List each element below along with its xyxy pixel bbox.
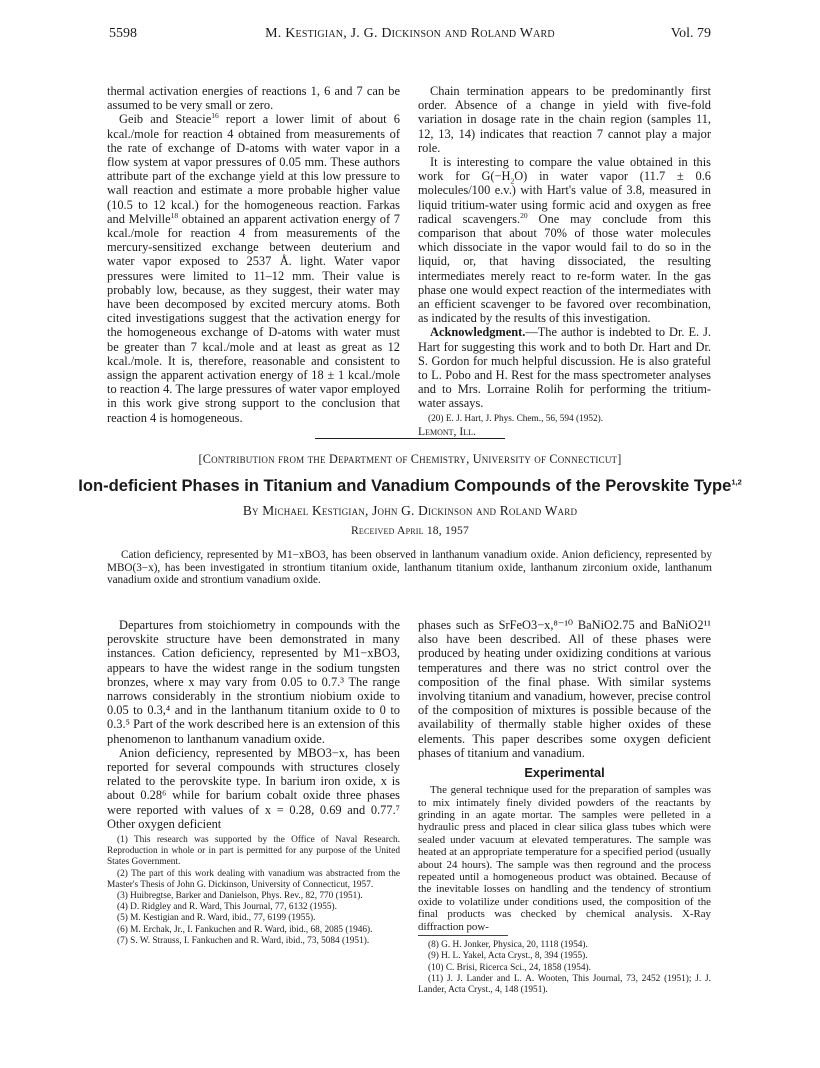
previous-article-right-column	[418, 84, 711, 439]
footnote: (6) M. Erchak, Jr., I. Fankuchen and R. Ward, ibid., 68, 2085 (1946).	[117, 924, 373, 935]
paragraph: phases such as SrFeO3−x,⁸⁻¹⁰ BaNiO2.75 and BaNiO2¹¹ also have been described. All of these phases were produced by heating under oxidizing conditions at various temperatures and there was no strict control over the composition of the final phase. With similar systems involving titanium and vanadium, however, precise control of the composition of mixtures is possible because of the availability of thermally stable higher oxides of these elements. This paper describes some oxygen deficient phases of titanium and vanadium.	[418, 618, 711, 760]
received-date: Received April 18, 1957	[351, 524, 469, 537]
footnote: (3) Huibregtse, Barker and Danielson, Phys. Rev., 82, 770 (1951).	[117, 891, 363, 902]
paragraph: It is interesting to compare the value obtained in this work for $G(-H_2O)$ in water vapor (11.7 ± 0.6 molecules/100 e.v.) with Hart's value of 3.8, measured in liquid tritium-water using formic acid and oxygen as free radical scavengers.$^{20}$ One may conclude from this comparison that about 70% of those water molecules which dissociate in the vapor would fail to do so in the liquid, or, that having dissociated, the resulting intermediates merely react to re-form water. In the gas phase one would expect reaction of the intermediates with an efficient scavenger to be favored over recombination, as indicated by the results of this investigation.	[418, 155, 711, 326]
page-number: 5598	[109, 26, 137, 41]
section-heading: Experimental	[524, 765, 605, 781]
volume-label: Vol. 79	[670, 26, 711, 41]
acknowledgment: Acknowledgment.—The author is indebted to Dr. E. J. Hart for suggesting this work and to both Dr. Hart and Dr. S. Gordon for much helpful discussion. He is also grateful to L. Pobo and H. Rest for the mass spectrometer analyses and to Mrs. Lorraine Rolih for performing the tritium-water assays.	[418, 325, 711, 411]
footnotes-right	[418, 940, 711, 996]
running-head	[109, 26, 711, 44]
article-title: Ion-deficient Phases in Titanium and Vanadium Compounds of the Perovskite Type$^{1,2}$	[78, 476, 742, 495]
previous-article-left-column	[107, 84, 400, 425]
paragraph: Departures from stoichiometry in compounds with the perovskite structure have been demonstrated in many instances. Cation deficiency, represented by M1−xBO3, appears to have the widest range in the sodium tungsten bronzes, where x may vary from 0.05 to 0.7.³ The range narrows considerably in the strontium niobium oxide to 0.05 to 0.3,⁴ and in the lanthanum titanium oxide to 0 to 0.3.⁵ Part of the work described here is an extension of this phenomenon to lanthanum vanadium oxide.	[107, 618, 400, 746]
paragraph: Geib and Steacie$^{16}$ report a lower limit of about 6 kcal./mole for reaction 4 obtained from measurements of the rate of exchange of D-atoms with water vapor in a flow system at vapor pressures of 0.05 mm. These authors attribute part of the exchange yield at this low pressure to wall reaction and estimate a more probable higher value (10.5 to 12 kcal.) for the homogeneous reaction. Farkas and Melville$^{18}$ obtained an apparent activation energy of 7 kcal./mole for reaction 4 from measurements of the mercury-sensitized exchange between deuterium and water vapor exposed to 2537 Å. light. Water vapor pressures were limited to 11–12 mm. Their value is probably low, because, as they suggest, their water may have been decomposed by excited mercury atoms. Both cited investigations suggest that the activation energy for the homogeneous exchange of D-atoms with water must be greater than 7 kcal./mole and at least as great as 12 kcal./mole. It is, therefore, reasonable and consistent to assign the apparent activation energy of 18 ± 1 kcal./mole to reaction 4. The large pressures of water vapor employed in this work give strong support to the conclusion that reaction 4 is homogeneous.	[107, 111, 400, 425]
subscript: 2	[510, 176, 515, 186]
footnote: (4) D. Ridgley and R. Ward, This Journal, 77, 6132 (1955).	[117, 902, 337, 913]
footnote-rule	[418, 935, 508, 936]
article-divider	[315, 438, 505, 439]
author-location: Lemont, Ill.	[418, 424, 476, 438]
footnote: (9) H. L. Yakel, Acta Cryst., 8, 394 (1955).	[428, 951, 588, 962]
acknowledgment-heading: Acknowledgment.	[430, 325, 526, 340]
footnotes-left	[107, 835, 400, 947]
footnote: (11) J. J. Lander and L. A. Wooten, This Journal, 73, 2452 (1951); J. J. Lander, Acta Cryst., 4, 148 (1951).	[418, 973, 711, 995]
paragraph: Chain termination appears to be predominantly first order. Absence of a change in yield with five-fold variation in dosage rate in the chain region (samples 11, 12, 13, 14) indicates that reaction 7 cannot play a major role.	[418, 84, 711, 155]
reference-marker: 20	[520, 210, 528, 220]
paragraph: thermal activation energies of reactions 1, 6 and 7 can be assumed to be very small or zero.	[107, 84, 400, 113]
paragraph: The general technique used for the preparation of samples was to mix intimately finely divided powders of the reactants by grinding in an agate mortar. The samples were pelleted in a hydraulic press and placed in clear silica glass tubes which were sealed under vacuum at elevated temperatures. The sample was heated at an appropriate temperature for a specified period (usually about 24 hours). The sample was then reground and the process repeated until a homogeneous product was obtained. Because of the inevitable losses on handling and the tendency of strontium oxide to volatilize under conditions used, the composition of the final products was checked by chemical analysis. X-Ray diffraction pow-	[418, 784, 711, 933]
title-reference: 1,2	[731, 477, 742, 487]
article-authors: By Michael Kestigian, John G. Dickinson and Roland Ward	[242, 503, 578, 518]
reference-marker: 18	[170, 210, 179, 220]
article-right-column	[418, 618, 711, 996]
contribution-line: [Contribution from the Department of Chemistry, University of Connecticut]	[198, 452, 622, 466]
article-left-column	[107, 618, 400, 947]
footnote: (5) M. Kestigian and R. Ward, ibid., 77, 6199 (1955).	[117, 913, 316, 924]
footnote: (7) S. W. Strauss, I. Fankuchen and R. Ward, ibid., 73, 5084 (1951).	[117, 935, 370, 946]
paragraph: Anion deficiency, represented by MBO3−x, has been reported for several compounds with structures closely related to the perovskite type. In barium iron oxide, x is about 0.28⁶ while for barium cobalt oxide three phases were reported with values of x = 0.28, 0.69 and 0.77.⁷ Other oxygen deficient	[107, 745, 400, 831]
abstract: Cation deficiency, represented by M1−xBO3, has been observed in lanthanum vanadium oxide. Anion deficiency, represented by MBO(3−x), has been investigated in strontium titanium oxide, lanthanum titanium oxide, lanthanum zirconium oxide, lanthanum vanadium oxide and strontium vanadium oxide.	[107, 549, 712, 587]
footnote: (10) C. Brisi, Ricerca Sci., 24, 1858 (1954).	[428, 962, 591, 973]
footnote: (20) E. J. Hart, J. Phys. Chem., 56, 594 (1952).	[428, 413, 604, 424]
reference-marker: 16	[211, 111, 219, 121]
footnote: (8) G. H. Jonker, Physica, 20, 1118 (1954).	[428, 940, 588, 951]
running-head-authors: M. Kestigian, J. G. Dickinson and Roland Ward	[265, 26, 555, 41]
footnote: (2) The part of this work dealing with vanadium was abstracted from the Master's Thesis of John G. Dickinson, University of Connecticut, 1957.	[107, 868, 400, 890]
footnote: (1) This research was supported by the Office of Naval Research. Reproduction in whole or in part is permitted for any purpose of the United States Government.	[107, 835, 400, 868]
